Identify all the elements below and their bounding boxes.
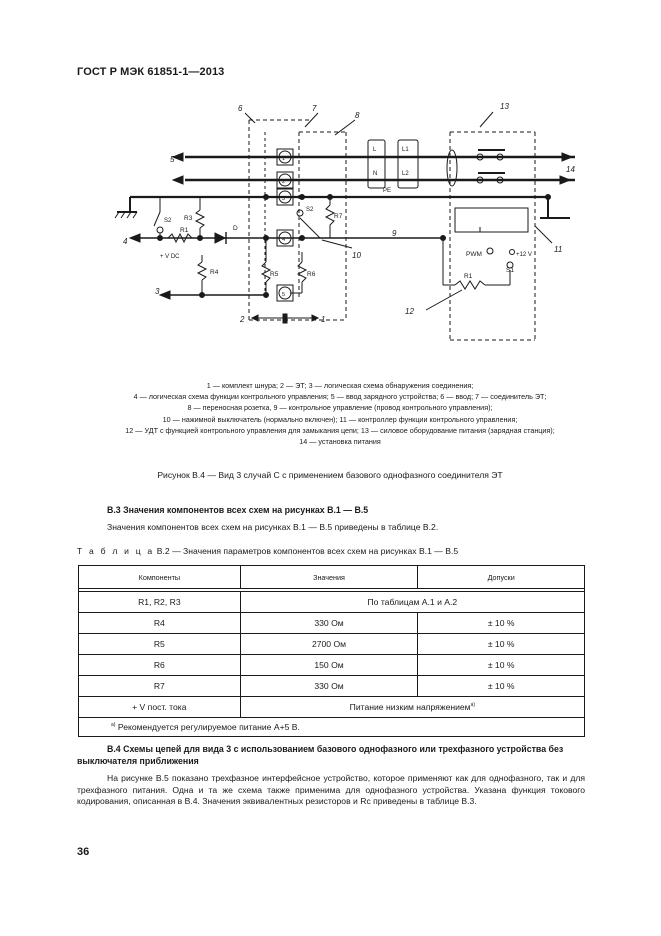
cell-value: 330 Ом [240,613,418,634]
label-n: N [373,171,378,177]
cell-component: R6 [79,655,241,676]
table-note [79,718,585,737]
pin-2: 2 [282,179,286,185]
label-r7: R7 [334,213,343,220]
pin-5: 5 [282,292,286,298]
table-caption-prefix: Т а б л и ц а [77,546,155,556]
note-text: Рекомендуется регулируемое питание А+5 В. [115,722,300,732]
section-b4-title: В.4 Схемы цепей для вида 3 с использованием базового однофазного или трехфазного устройства без выключателя приближения [77,744,564,766]
callout-2: 2 [240,315,245,324]
table-header-row [79,566,585,589]
legend-line: 12 — УДТ с функцией контрольного управления для замыкания цепи; 13 — силовое оборудование питания (зарядная станция); [125,425,555,435]
label-d: D [233,225,238,232]
callout-9: 9 [392,229,397,238]
label-s2-left: S2 [164,218,172,224]
label-r4: R4 [210,269,219,276]
note-marker: а) [111,722,116,729]
cell-component: R4 [79,613,241,634]
cell-component: R1, R2, R3 [79,592,241,613]
cell-value: 150 Ом [240,655,418,676]
cell-value: По таблицам А.1 и А.2 [240,592,584,613]
callout-6: 6 [238,104,243,113]
legend-line: 8 — переносная розетка, 9 — контрольное управление (провод контрольного управления); [187,403,493,413]
pin-1: 1 [282,156,286,162]
table-row [79,613,585,634]
cell-tolerance: ± 10 % [418,655,585,676]
column-header: Компоненты [79,566,241,589]
table-caption [77,546,458,556]
section-b4-text: На рисунке В.5 показано трехфазное интерфейсное устройство, которое применяют как для однофазного, так и для трехфазного питания. Одна и та же схема также применима для однофазного устройства. Указана функция токового кодирования, описанная в В.4. Значения эквивалентных резисторов и Rc приведены в таблице В.3. [77,773,585,806]
label-r1-right: R1 [464,273,473,280]
cell-component: R7 [79,676,241,697]
section-b3-text: Значения компонентов всех схем на рисунках В.1 — В.5 приведены в таблице В.2. [107,522,439,532]
label-s1: S1 [506,267,514,274]
pin-3: 3 [282,196,286,202]
callout-8: 8 [355,111,360,120]
cell-value [240,697,584,718]
pin-4: 4 [282,237,286,243]
components-table [78,565,585,737]
callout-13: 13 [500,102,509,111]
legend-line: 14 — установка питания [299,437,381,447]
table-row [79,697,585,718]
legend-line: 10 — нажимной выключатель (нормально включен); 11 — контроллер функции контрольного управления; [162,414,518,424]
label-pe: PE [383,188,392,194]
page-number: 36 [77,846,90,858]
callout-5: 5 [170,155,175,164]
cell-tolerance: ± 10 % [418,634,585,655]
table-row [79,634,585,655]
column-header: Значения [240,566,418,589]
label-l: L [373,147,377,153]
callout-4: 4 [123,237,128,246]
callout-1: 1 [321,315,326,324]
callout-3: 3 [155,287,160,296]
circuit-diagram [0,0,661,370]
label-r6: R6 [307,271,316,278]
footnote-marker: а) [470,702,476,709]
callout-12: 12 [405,307,414,316]
label-s2-right: S2 [306,207,314,213]
callout-14: 14 [566,165,575,174]
table-row [79,592,585,613]
section-b3-title: В.3 Значения компонентов всех схем на рисунках В.1 — В.5 [107,505,369,515]
legend-line: 1 — комплект шнура; 2 — ЭТ; 3 — логическая схема обнаружения соединения; [206,381,474,390]
cell-component: R5 [79,634,241,655]
cell-value-text: Питание низким напряжением [349,702,471,712]
cell-tolerance: ± 10 % [418,676,585,697]
table-caption-text: В.2 — Значения параметров компонентов всех схем на рисунках В.1 — В.5 [154,546,459,556]
label-r5: R5 [270,271,279,278]
table-row [79,676,585,697]
cell-value: 330 Ом [240,676,418,697]
figure-caption: Рисунок В.4 — Вид 3 случай С с применением базового однофазного соединителя ЭТ [157,470,503,480]
callout-10: 10 [352,251,361,260]
label-r1: R1 [180,227,189,234]
document-header: ГОСТ Р МЭК 61851-1—2013 [77,66,225,78]
figure-legend [70,380,610,447]
label-vdc: + V DC [160,254,180,260]
table-note-row [79,718,585,737]
cell-component: + V пост. тока [79,697,241,718]
label-r3: R3 [184,215,193,222]
label-l1: L1 [402,147,409,153]
label-pwm: PWM [466,251,482,258]
table-row [79,655,585,676]
callout-11: 11 [554,245,563,254]
legend-line: 4 — логическая схема функции контрольного управления; 5 — ввод зарядного устройства; 6 — ввод; 7 — соединитель ЭТ; [133,392,547,402]
column-header: Допуски [418,566,585,589]
callout-7: 7 [312,104,317,113]
label-plus12v: +12 V [516,252,532,258]
label-l2: L2 [402,171,409,177]
cell-value: 2700 Ом [240,634,418,655]
cell-tolerance: ± 10 % [418,613,585,634]
